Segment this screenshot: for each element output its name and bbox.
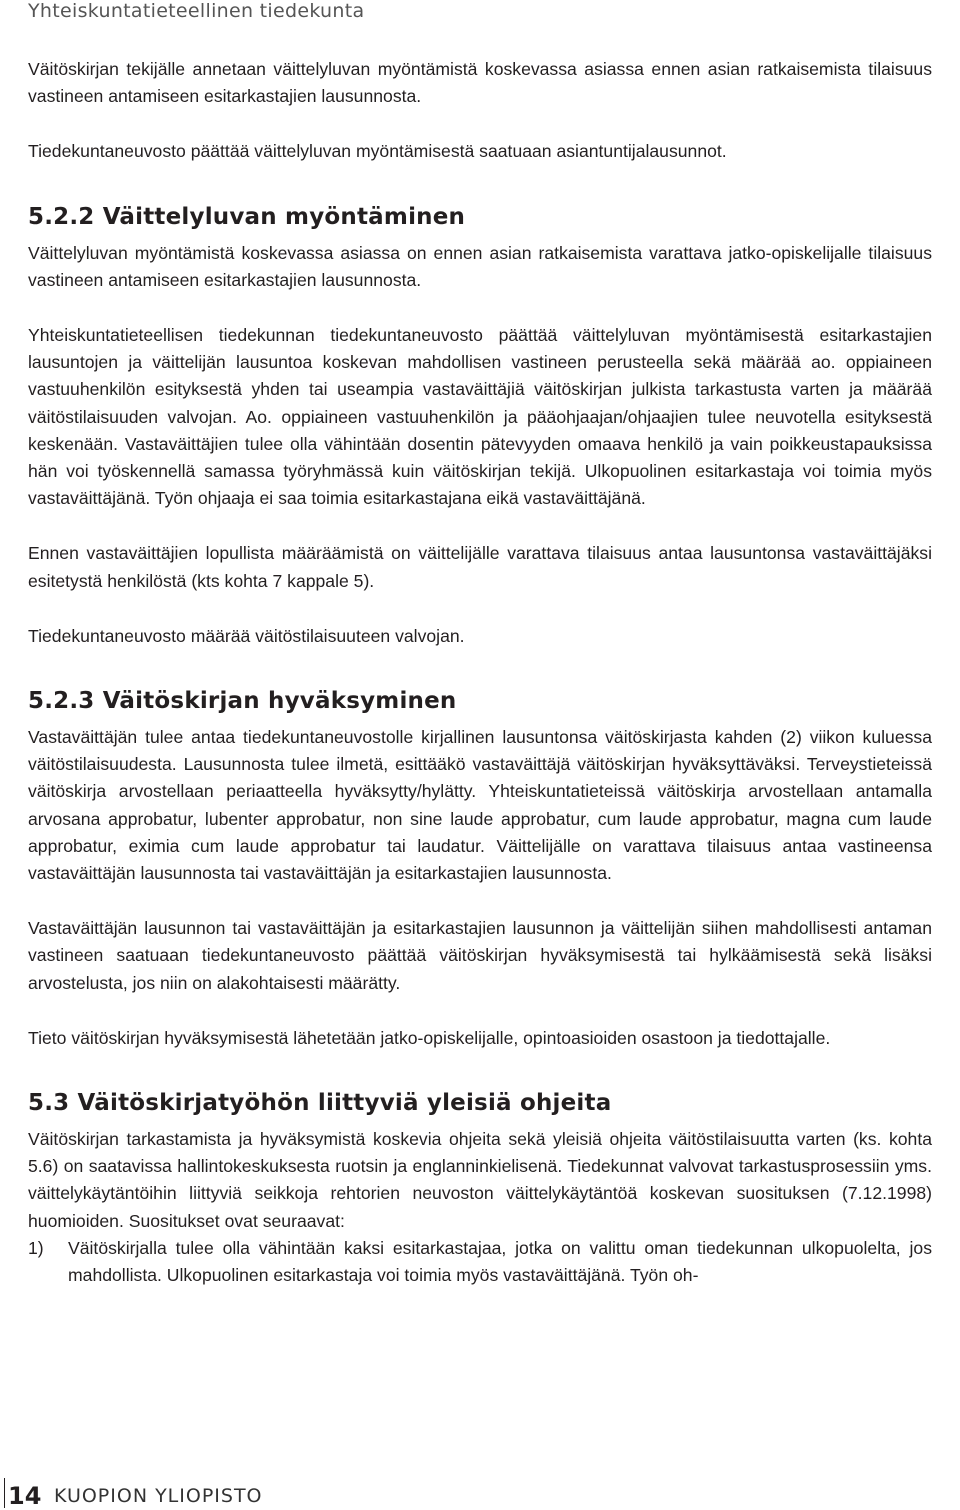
section-5-2-2-paragraph-2: Yhteiskuntatieteellisen tiedekunnan tiedekuntaneuvosto päättää väittelyluvan myöntämisestä esitarkastajien lausuntojen ja väittelijän lausuntoa koskevan mahdollisen vastineen perusteella sekä määrää ao. oppiaineen vastuuhenkilön esityksestä yhden tai useampia vastaväittäjiä väitöskirjan julkista tarkastusta varten ja määrää väitöstilaisuuden valvojan. Ao. oppiaineen vastuuhenkilön ja pääohjaajan/ohjaajien tulee neuvotella esityksestä keskenään. Vastaväittäjien tulee olla vähintään dosentin pätevyyden omaava henkilö ja vain poikkeustapauksissa hän voi työskennellä samassa työryhmässä kuin väitöskirjan tekijä. Ulkopuolinen esitarkastaja voi toimia myös vastaväittäjänä. Työn ohjaaja ei saa toimia esitarkastajana eikä vastaväittäjänä.: [28, 325, 932, 509]
running-header: Yhteiskuntatieteellinen tiedekunta: [28, 0, 365, 22]
university-name: KUOPION YLIOPISTO: [54, 1485, 263, 1507]
section-5-2-2-paragraph-4: Tiedekuntaneuvosto määrää väitöstilaisuuteen valvojan.: [28, 625, 465, 646]
section-5-2-3-paragraph-2: Vastaväittäjän lausunnon tai vastaväittäjän ja esitarkastajien lausunnon ja väittelijän siihen mahdollisesti antaman vastineen saatuaan tiedekuntaneuvosto päättää väitöskirjan hyväksymisestä tai hylkäämisestä sekä lisäksi arvostelusta, jos niin on alakohtaisesti määrätty.: [28, 918, 932, 993]
list-item-number: 1): [28, 1237, 44, 1258]
section-5-2-2-paragraph-1: Väittelyluvan myöntämistä koskevassa asiassa on ennen asian ratkaisemista varattava jatko-opiskelijalle tilaisuus vastineen antamiseen esitarkastajien lausunnosta.: [28, 242, 932, 290]
section-5-3-paragraph-1: Väitöskirjan tarkastamista ja hyväksymistä koskevia ohjeita sekä yleisiä ohjeita väitöstilaisuutta varten (ks. kohta 5.6) on saatavissa hallintokeskuksesta ruotsin ja englanninkielisenä. Tiedekunnat valvovat tarkastusprosessiin yms. väittelykäytäntöihin liittyviä seikkoja rehtorien neuvoston väittelykäytäntöä koskevan suosituksen (7.12.1998) huomioiden. Suositukset ovat seuraavat:: [28, 1129, 932, 1231]
intro-paragraph-1: Väitöskirjan tekijälle annetaan väittelyluvan myöntämistä koskevassa asiassa ennen asian ratkaisemista tilaisuus vastineen antamiseen esitarkastajien lausunnosta.: [28, 59, 932, 107]
section-5-2-2-paragraph-3: Ennen vastaväittäjien lopullista määräämistä on väittelijälle varattava tilaisuus antaa lausuntonsa vastaväittäjäksi esitetystä henkilöstä (kts kohta 7 kappale 5).: [28, 543, 932, 591]
list-item-text: Väitöskirjalla tulee olla vähintään kaksi esitarkastajaa, jotka on valittu oman tiedekunnan ulkopuolelta, jos mahdollista. Ulkopuolinen esitarkastaja voi toimia myös vastaväittäjänä. Työn oh-: [68, 1237, 932, 1286]
section-heading-5-3: 5.3 Väitöskirjatyöhön liittyviä yleisiä ohjeita: [28, 1090, 612, 1117]
page-number: 14: [8, 1482, 42, 1510]
intro-paragraph-2: Tiedekuntaneuvosto päättää väittelyluvan myöntämisestä saatuaan asiantuntijalausunnot.: [28, 141, 727, 162]
section-heading-5-2-3: 5.2.3 Väitöskirjan hyväksyminen: [28, 688, 457, 715]
recommendations-list: [28, 1235, 932, 1289]
section-heading-5-2-2: 5.2.2 Väittelyluvan myöntäminen: [28, 203, 466, 230]
page-footer: [0, 1476, 960, 1508]
page-body: [28, 56, 932, 1289]
footer-divider: [4, 1478, 5, 1508]
section-5-2-3-paragraph-1: Vastaväittäjän tulee antaa tiedekuntaneuvostolle kirjallinen lausuntonsa väitöskirjasta kahden (2) viikon kuluessa väitöstilaisuudesta. Lausunnosta tulee ilmetä, esittääkö vastaväittäjä väitöskirjan hyväksyttäväksi. Terveystieteissä väitöskirja arvostellaan periaatteella hyväksytty/hylätty. Yhteiskuntatieteissä väitöskirja arvostellaan antamalla arvosana approbatur, lubenter approbatur, non sine laude approbatur, cum laude approbatur, magna cum laude approbatur, eximia cum laude approbatur tai laudatur. Väittelijälle on varattava tilaisuus antaa vastineensa vastaväittäjän lausunnosta tai vastaväittäjän ja esitarkastajien lausunnosta.: [28, 727, 932, 884]
section-5-2-3-paragraph-3: Tieto väitöskirjan hyväksymisestä lähetetään jatko-opiskelijalle, opintoasioiden osastoon ja tiedottajalle.: [28, 1027, 831, 1048]
list-item: [28, 1235, 932, 1289]
